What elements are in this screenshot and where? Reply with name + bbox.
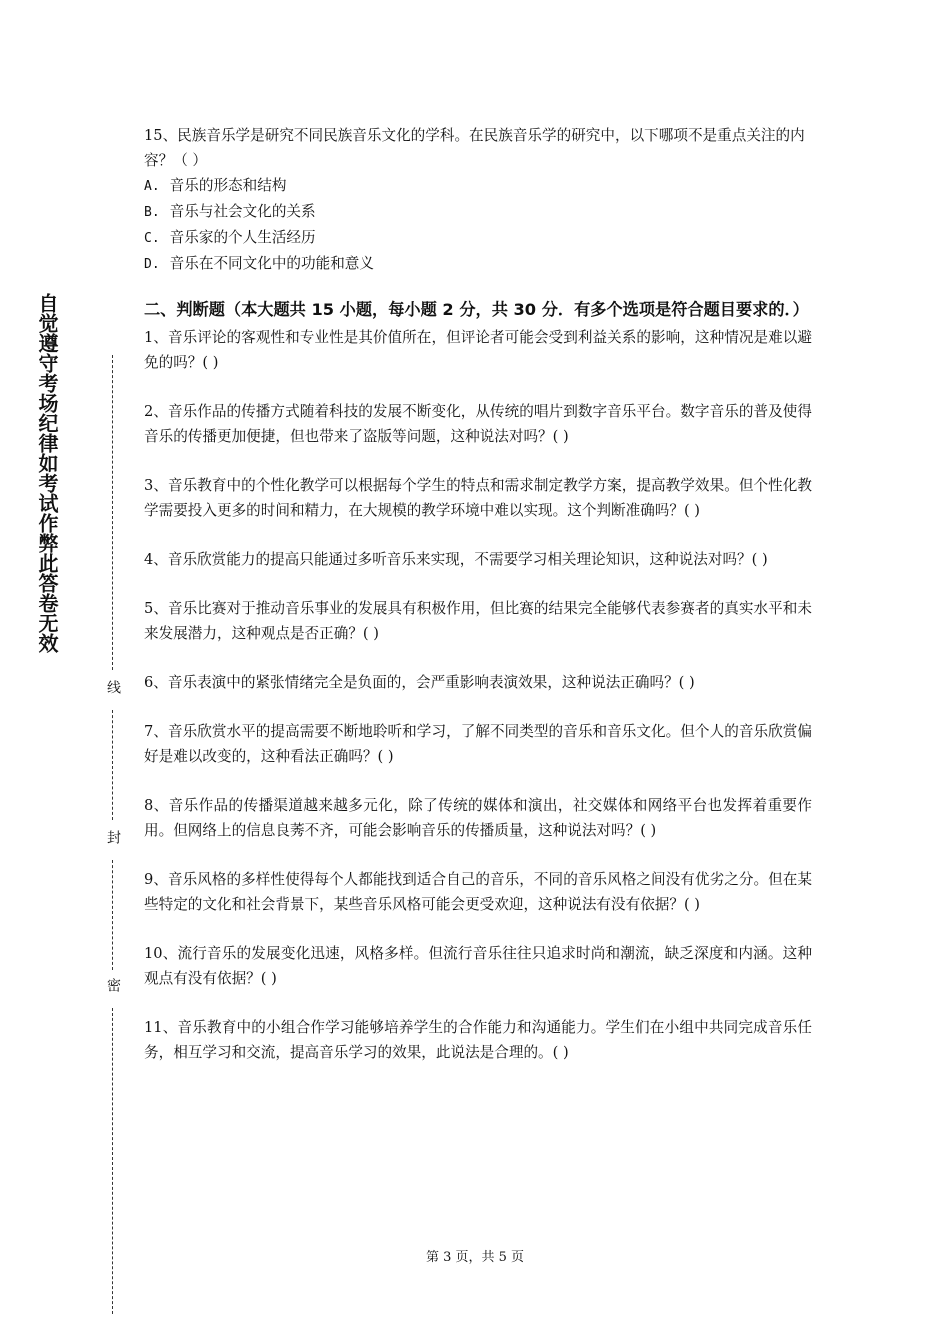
judgement-question-list [144, 325, 812, 1065]
page-number: 第 3 页，共 5 页 [425, 1250, 525, 1265]
option-b [144, 199, 812, 225]
option-text: 音乐的形态和结构 [169, 177, 287, 194]
judgement-question-1: 1、音乐评论的客观性和专业性是其价值所在，但评论者可能会受到利益关系的影响，这种情况是难以避免的吗？( ) [144, 329, 812, 371]
binding-dashed-line-2 [112, 710, 113, 820]
option-letter: D. [144, 257, 160, 272]
option-letter: A. [144, 179, 160, 194]
judgement-question-10: 10、流行音乐的发展变化迅速，风格多样。但流行音乐往往只追求时尚和潮流，缺乏深度和内涵。这种观点有没有依据？( ) [144, 945, 812, 987]
judgement-question-11: 11、音乐教育中的小组合作学习能够培养学生的合作能力和沟通能力。学生们在小组中共同完成音乐任务，相互学习和交流，提高音乐学习的效果，此说法是合理的。( ) [144, 1019, 812, 1061]
exam-content [144, 123, 812, 1089]
option-letter: C. [144, 231, 160, 246]
judgement-question-7: 7、音乐欣赏水平的提高需要不断地聆听和学习，了解不同类型的音乐和音乐文化。但个人的音乐欣赏偏好是难以改变的，这种看法正确吗？( ) [144, 723, 812, 765]
judgement-question-6: 6、音乐表演中的紧张情绪完全是负面的，会严重影响表演效果，这种说法正确吗？( ) [144, 674, 695, 691]
binding-label-seal: 封 [105, 830, 121, 844]
judgement-question-9: 9、音乐风格的多样性使得每个人都能找到适合自己的音乐，不同的音乐风格之间没有优劣之分。但在某些特定的文化和社会背景下，某些音乐风格可能会更受欢迎，这种说法有没有依据？( ) [144, 871, 812, 913]
option-letter: B. [144, 205, 160, 220]
option-a [144, 173, 812, 199]
judgement-question-2: 2、音乐作品的传播方式随着科技的发展不断变化，从传统的唱片到数字音乐平台。数字音乐的普及使得音乐的传播更加便捷，但也带来了盗版等问题，这种说法对吗？( ) [144, 403, 812, 445]
binding-label-line: 线 [105, 680, 121, 694]
binding-label-secret: 密 [105, 978, 121, 992]
question-15-options [144, 173, 812, 277]
option-text: 音乐在不同文化中的功能和意义 [169, 255, 374, 272]
section-title-judgement: 二、判断题（本大题共 15 小题，每小题 2 分，共 30 分．有多个选项是符合题目要求的．） [144, 300, 809, 319]
judgement-question-3: 3、音乐教育中的个性化教学可以根据每个学生的特点和需求制定教学方案，提高教学效果。但个性化教学需要投入更多的时间和精力，在大规模的教学环境中难以实现。这个判断准确吗？( ) [144, 477, 812, 519]
judgement-question-4: 4、音乐欣赏能力的提高只能通过多听音乐来实现，不需要学习相关理论知识，这种说法对吗？( ) [144, 551, 768, 568]
judgement-question-5: 5、音乐比赛对于推动音乐事业的发展具有积极作用，但比赛的结果完全能够代表参赛者的真实水平和未来发展潜力，这种观点是否正确？( ) [144, 600, 812, 642]
question-15: 15、民族音乐学是研究不同民族音乐文化的学科。在民族音乐学的研究中，以下哪项不是重点关注的内容？（ ） [144, 127, 805, 169]
option-d [144, 251, 812, 277]
option-c [144, 225, 812, 251]
binding-dashed-line-4 [112, 1008, 113, 1314]
option-text: 音乐家的个人生活经历 [169, 229, 316, 246]
option-text: 音乐与社会文化的关系 [169, 203, 316, 220]
binding-dashed-line-3 [112, 860, 113, 970]
binding-warning: 自觉遵守考场纪律如考试作弊此答卷无效 [35, 293, 59, 653]
judgement-question-8: 8、音乐作品的传播渠道越来越多元化，除了传统的媒体和演出，社交媒体和网络平台也发挥着重要作用。但网络上的信息良莠不齐，可能会影响音乐的传播质量，这种说法对吗？( ) [144, 797, 812, 839]
binding-dashed-line-1 [112, 355, 113, 670]
